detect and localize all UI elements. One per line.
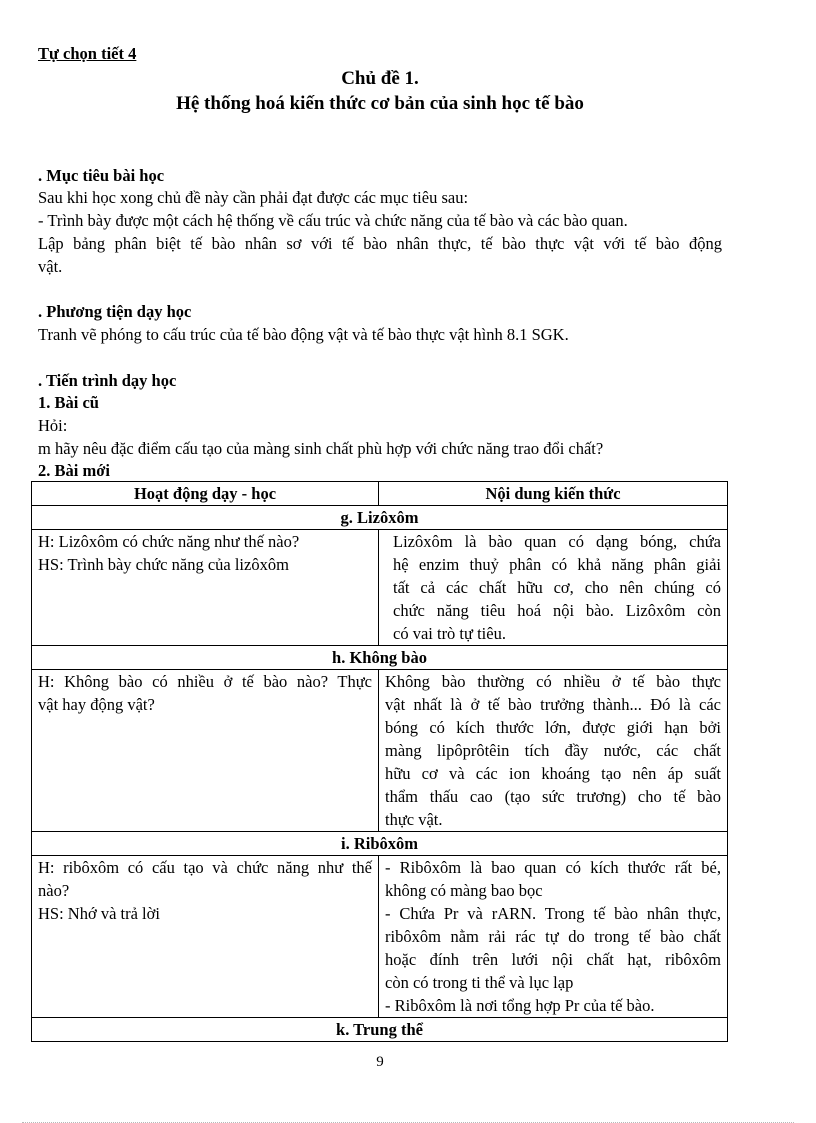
section-row bbox=[32, 646, 728, 670]
knowledge-line: bóng có kích thước lớn, được giới hạn bởi bbox=[385, 718, 721, 737]
old-lesson-heading: 1. Bài cũ bbox=[38, 393, 99, 412]
objectives-line-2: Lập bảng phân biệt tế bào nhân sơ với tế bào nhân thực, tế bào thực vật với tế bào động bbox=[38, 234, 722, 253]
knowledge-line: thẩm thấu cao (tạo sức trương) cho tế bào bbox=[385, 787, 721, 806]
resources-heading: . Phương tiện dạy học bbox=[38, 302, 192, 321]
knowledge-line: thực vật. bbox=[385, 810, 443, 829]
activity-line: H: Lizôxôm có chức năng như thế nào? bbox=[38, 532, 300, 551]
activity-cell bbox=[32, 856, 379, 1018]
objectives-intro: Sau khi học xong chủ đề này cần phải đạt được các mục tiêu sau: bbox=[38, 188, 469, 207]
resources-text: Tranh vẽ phóng to cấu trúc của tế bào động vật và tế bào thực vật hình 8.1 SGK. bbox=[38, 325, 569, 344]
knowledge-line: không có màng bao bọc bbox=[385, 881, 543, 900]
knowledge-line: tất cả các chất hữu cơ, cho nên chúng có bbox=[393, 578, 721, 597]
activity-cell bbox=[32, 530, 379, 646]
activity-line: nào? bbox=[38, 881, 70, 900]
section-title-lizoxom: g. Lizôxôm bbox=[32, 506, 728, 530]
knowledge-cell bbox=[379, 670, 728, 832]
knowledge-line: Lizôxôm là bào quan có dạng bóng, chứa bbox=[393, 532, 721, 551]
activity-line: vật hay động vật? bbox=[38, 695, 155, 714]
header-activities: Hoạt động dạy - học bbox=[32, 482, 379, 506]
section-title-riboxom: i. Ribôxôm bbox=[32, 832, 728, 856]
knowledge-line: Không bào thường có nhiều ở tế bào thực bbox=[385, 672, 721, 691]
knowledge-line: ribôxôm nằm rải rác tự do trong tế bào chất bbox=[385, 927, 721, 946]
knowledge-cell bbox=[379, 856, 728, 1018]
activity-line: H: ribôxôm có cấu tạo và chức năng như thế bbox=[38, 858, 372, 877]
header-knowledge: Nội dung kiến thức bbox=[379, 482, 728, 506]
lesson-table bbox=[31, 481, 728, 1042]
page-title: Hệ thống hoá kiến thức cơ bản của sinh học tế bào bbox=[176, 93, 584, 114]
table-row bbox=[32, 670, 728, 832]
activity-line: HS: Nhớ và trả lời bbox=[38, 904, 160, 923]
knowledge-line: - Chứa Pr và rARN. Trong tế bào nhân thực, bbox=[385, 904, 721, 923]
section-title-khong-bao: h. Không bào bbox=[32, 646, 728, 670]
objectives-line-3: vật. bbox=[38, 257, 63, 276]
review-question: m hãy nêu đặc điểm cấu tạo của màng sinh chất phù hợp với chức năng trao đổi chất? bbox=[38, 439, 604, 458]
section-row bbox=[32, 832, 728, 856]
knowledge-line: hệ enzim thuỷ phân có khả năng phân giải bbox=[393, 555, 721, 574]
ask-label: Hỏi: bbox=[38, 416, 68, 435]
knowledge-line: chức năng tiêu hoá nội bào. Lizôxôm còn bbox=[393, 601, 721, 620]
knowledge-line: còn có trong ti thể và lục lạp bbox=[385, 973, 574, 992]
section-row bbox=[32, 506, 728, 530]
table-header-row bbox=[32, 482, 728, 506]
topic-heading: Chủ đề 1. bbox=[341, 68, 419, 89]
knowledge-line: vật nhất là ở tế bào trưởng thành... Đó là các bbox=[385, 695, 721, 714]
knowledge-line: màng lipôprôtêin tích đầy nước, các chất bbox=[385, 741, 721, 760]
knowledge-line: - Ribôxôm là nơi tổng hợp Pr của tế bào. bbox=[385, 996, 655, 1015]
knowledge-line: - Ribôxôm là bao quan có kích thước rất bé, bbox=[385, 858, 721, 877]
knowledge-line: hoặc đính trên lưới nội chất hạt, ribôxôm bbox=[385, 950, 721, 969]
section-title-trung-the: k. Trung thể bbox=[32, 1018, 728, 1042]
table-row bbox=[32, 530, 728, 646]
section-row bbox=[32, 1018, 728, 1042]
knowledge-cell bbox=[379, 530, 728, 646]
activity-line: H: Không bào có nhiều ở tế bào nào? Thực bbox=[38, 672, 372, 691]
lesson-label: Tự chọn tiết 4 bbox=[38, 44, 137, 63]
process-heading: . Tiến trình dạy học bbox=[38, 371, 177, 390]
page-number: 9 bbox=[376, 1054, 384, 1070]
activity-line: HS: Trình bày chức năng của lizôxôm bbox=[38, 555, 289, 574]
knowledge-line: hữu cơ và các ion khoáng tạo nên áp suất bbox=[385, 764, 721, 783]
objectives-line-1: - Trình bày được một cách hệ thống về cấu trúc và chức năng của tế bào và các bào quan. bbox=[38, 211, 628, 230]
activity-cell bbox=[32, 670, 379, 832]
new-lesson-heading: 2. Bài mới bbox=[38, 461, 110, 480]
table-row bbox=[32, 856, 728, 1018]
knowledge-line: có vai trò tự tiêu. bbox=[393, 624, 506, 643]
objectives-heading: . Mục tiêu bài học bbox=[38, 166, 165, 185]
